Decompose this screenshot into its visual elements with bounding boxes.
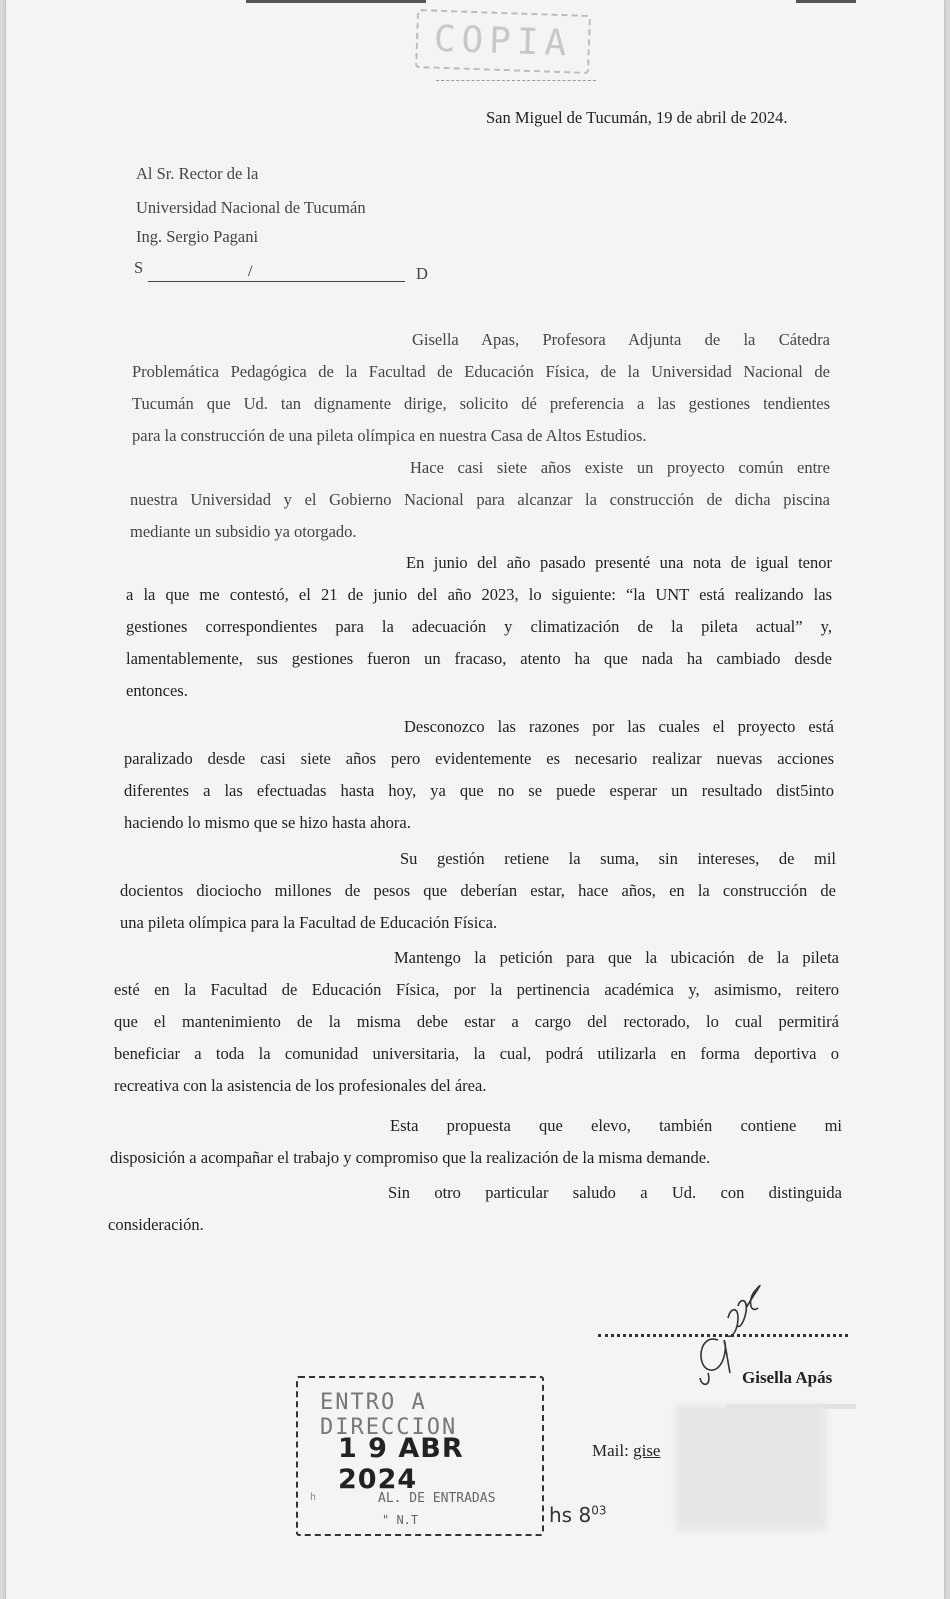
handwritten-number [549, 1503, 606, 1527]
paragraph-line: En junio del año pasado presenté una nota de igual tenor [406, 553, 832, 572]
paragraph-line: disposición a acompañar el trabajo y compromiso que la realización de la misma demande. [110, 1148, 711, 1167]
signature-line [598, 1334, 848, 1337]
paragraph-3 [126, 547, 832, 707]
stamp-line-4: " N.T [382, 1513, 419, 1527]
paragraph-line: Tucumán que Ud. tan dignamente dirige, solicito dé preferencia a las gestiones tendientes [132, 394, 830, 413]
paragraph-line: Su gestión retiene la suma, sin intereses, de mil [400, 849, 836, 868]
recipient-line-2: Universidad Nacional de Tucumán [136, 198, 366, 217]
paragraph-4 [124, 711, 834, 839]
handwritten-number-main: hs 8 [549, 1503, 592, 1527]
paragraph-line: entonces. [126, 681, 188, 700]
top-edge-line [246, 0, 426, 3]
paragraph-6 [114, 942, 839, 1102]
top-edge-line [796, 0, 856, 3]
salutation-s: S [134, 258, 144, 277]
handwritten-number-sup: 03 [591, 1503, 607, 1518]
salutation-slash: / [248, 263, 253, 280]
paragraph-line: Esta propuesta que elevo, también contiene mi [390, 1116, 842, 1135]
paragraph-line: Gisella Apas, Profesora Adjunta de la Cátedra [412, 330, 830, 349]
paragraph-1 [132, 324, 830, 452]
paragraph-line: a la que me contestó, el 21 de junio del año 2023, lo siguiente: “la UNT está realizando las [126, 585, 832, 604]
mail-value: gise [633, 1441, 661, 1460]
stamp-side-mark: h [310, 1492, 317, 1503]
paragraph-line: para la construcción de una pileta olímpica en nuestra Casa de Altos Estudios. [132, 426, 647, 445]
paragraph-line: diferentes a las efectuadas hasta hoy, ya que no se puede esperar un resultado dist5into [124, 781, 834, 800]
paragraph-line: mediante un subsidio ya otorgado. [130, 522, 357, 541]
paragraph-line: beneficiar a toda la comunidad universitaria, la cual, podrá utilizarla en forma deportiva o [114, 1044, 839, 1063]
salutation-line [148, 281, 405, 282]
paragraph-line: Problemática Pedagógica de la Facultad de Educación Física, de la Universidad Nacional de [132, 362, 830, 381]
reception-stamp [296, 1376, 544, 1536]
stamp-line-3: AL. DE ENTRADAS [378, 1491, 496, 1506]
paragraph-line: Mantengo la petición para que la ubicación de la pileta [394, 948, 839, 967]
paragraph-line: Desconozco las razones por las cuales el proyecto está [404, 717, 834, 736]
paragraph-line: gestiones correspondientes para la adecuación y climatización de la pileta actual” y, [126, 617, 832, 636]
paragraph-line: esté en la Facultad de Educación Física, por la pertinencia académica y, asimismo, reitero [114, 980, 839, 999]
paragraph-line: nuestra Universidad y el Gobierno Nacional para alcanzar la construcción de dicha piscina [130, 490, 830, 509]
paragraph-line: paralizado desde casi siete años pero evidentemente es necesario realizar nuevas acciones [124, 749, 834, 768]
copia-stamp: COPIA [415, 9, 591, 74]
paragraph-line: lamentablemente, sus gestiones fueron un fracaso, atento ha que nada ha cambiado desde [126, 649, 832, 668]
paragraph-line: una pileta olímpica para la Facultad de Educación Física. [120, 913, 498, 932]
paragraph-line: recreativa con la asistencia de los profesionales del área. [114, 1076, 487, 1095]
paragraph-line: haciendo lo mismo que se hizo hasta ahora. [124, 813, 411, 832]
redaction [676, 1405, 826, 1530]
letter-page [6, 0, 944, 1599]
date-line: San Miguel de Tucumán, 19 de abril de 2024. [486, 108, 788, 127]
paragraph-line: Hace casi siete años existe un proyecto común entre [410, 458, 830, 477]
contact-mail [592, 1441, 660, 1461]
recipient-line-1: Al Sr. Rector de la [136, 164, 259, 183]
paragraph-line: docientos diociocho millones de pesos que deberían estar, hace años, en la construcción de [120, 881, 836, 900]
stamp-date: 1 9 ABR 2024 [338, 1433, 464, 1495]
copia-stamp-underline [436, 80, 596, 81]
paragraph-2 [130, 452, 830, 548]
stamp-line-1: ENTRO A DIRECCION [320, 1390, 458, 1440]
paragraph-line: consideración. [108, 1215, 204, 1234]
salutation-d: D [416, 264, 428, 283]
paragraph-7 [110, 1110, 842, 1174]
closing-paragraph [108, 1177, 842, 1241]
paragraph-line: Sin otro particular saludo a Ud. con distinguida [388, 1183, 842, 1202]
signer-name: Gisella Apás [742, 1368, 833, 1387]
paragraph-5 [120, 843, 836, 939]
recipient-line-3: Ing. Sergio Pagani [136, 227, 259, 246]
mail-label: Mail: [592, 1441, 629, 1460]
paragraph-line: que el mantenimiento de la misma debe estar a cargo del rectorado, lo cual permitirá [114, 1012, 839, 1031]
